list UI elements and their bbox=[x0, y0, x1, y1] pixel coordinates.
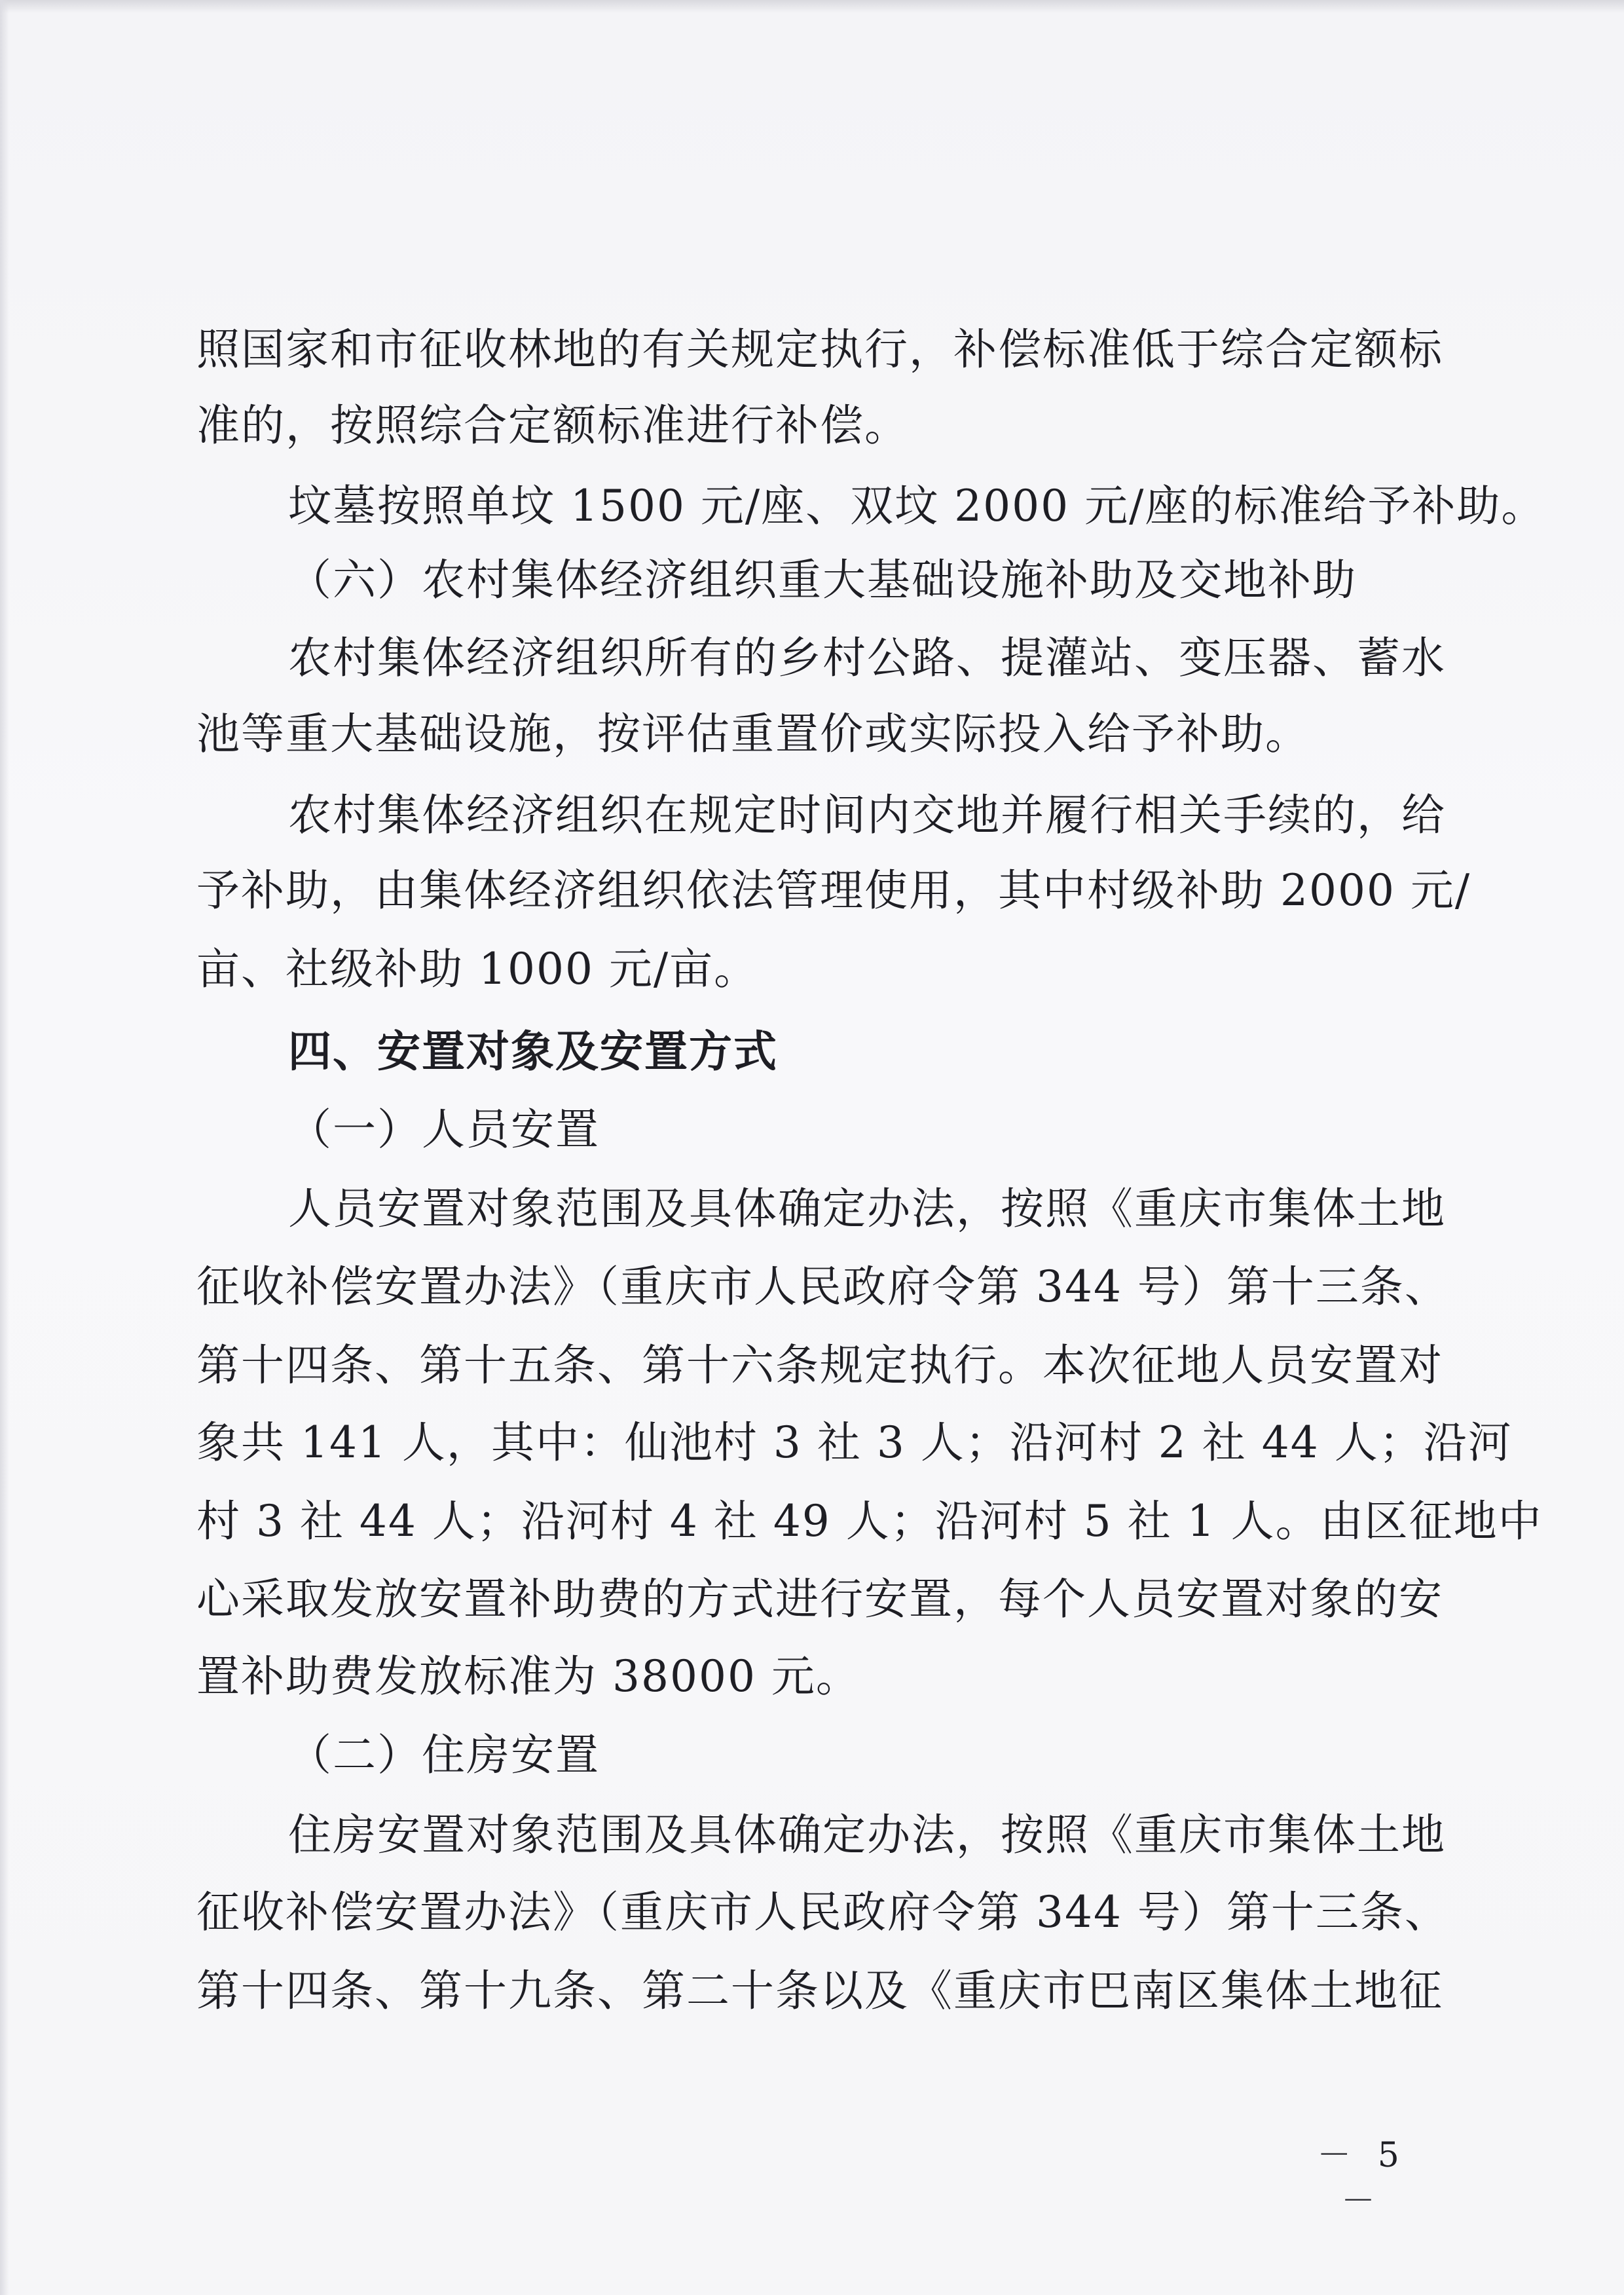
text-line-1: 照国家和市征收林地的有关规定执行，补偿标准低于综合定额标 bbox=[196, 324, 1443, 375]
text-line-6: 池等重大基础设施，按评估重置价或实际投入给予补助。 bbox=[196, 709, 1310, 759]
scan-edge-top bbox=[0, 0, 1624, 13]
text-line-7: 农村集体经济组织在规定时间内交地并履行相关手续的，给 bbox=[288, 790, 1446, 840]
text-line-2: 准的，按照综合定额标准进行补偿。 bbox=[196, 400, 909, 451]
scan-edge-left bbox=[0, 0, 9, 2295]
text-line-5: 农村集体经济组织所有的乡村公路、提灌站、变压器、蓄水 bbox=[288, 633, 1446, 683]
text-line-15: 象共 141 人，其中：仙池村 3 社 3 人；沿河村 2 社 44 人；沿河 bbox=[196, 1417, 1513, 1468]
text-line-18: 置补助费发放标准为 38000 元。 bbox=[196, 1651, 860, 1702]
text-line-13: 征收补偿安置办法》（重庆市人民政府令第 344 号）第十三条、 bbox=[196, 1261, 1449, 1312]
text-line-22: 第十四条、第十九条、第二十条以及《重庆市巴南区集体土地征 bbox=[196, 1966, 1443, 2016]
text-line-14: 第十四条、第十五条、第十六条规定执行。本次征地人员安置对 bbox=[196, 1340, 1443, 1390]
text-line-3: 坟墓按照单坟 1500 元/座、双坟 2000 元/座的标准给予补助。 bbox=[288, 481, 1546, 531]
text-line-20: 住房安置对象范围及具体确定办法，按照《重庆市集体土地 bbox=[288, 1810, 1446, 1860]
text-line-17: 心采取发放安置补助费的方式进行安置，每个人员安置对象的安 bbox=[196, 1574, 1443, 1624]
section-subheading-2: （二）住房安置 bbox=[288, 1730, 600, 1780]
section-heading-4: 四、安置对象及安置方式 bbox=[288, 1026, 778, 1077]
text-line-8: 予补助，由集体经济组织依法管理使用，其中村级补助 2000 元/ bbox=[196, 865, 1471, 916]
section-subheading-6: （六）农村集体经济组织重大基础设施补助及交地补助 bbox=[288, 555, 1357, 605]
page-number: － 5 － bbox=[1317, 2136, 1407, 2221]
text-line-16: 村 3 社 44 人；沿河村 4 社 49 人；沿河村 5 社 1 人。由区征地中 bbox=[196, 1496, 1543, 1546]
text-line-12: 人员安置对象范围及具体确定办法，按照《重庆市集体土地 bbox=[288, 1184, 1446, 1234]
text-line-9: 亩、社级补助 1000 元/亩。 bbox=[196, 944, 759, 994]
section-subheading-1: （一）人员安置 bbox=[288, 1104, 600, 1155]
text-line-21: 征收补偿安置办法》（重庆市人民政府令第 344 号）第十三条、 bbox=[196, 1887, 1449, 1937]
